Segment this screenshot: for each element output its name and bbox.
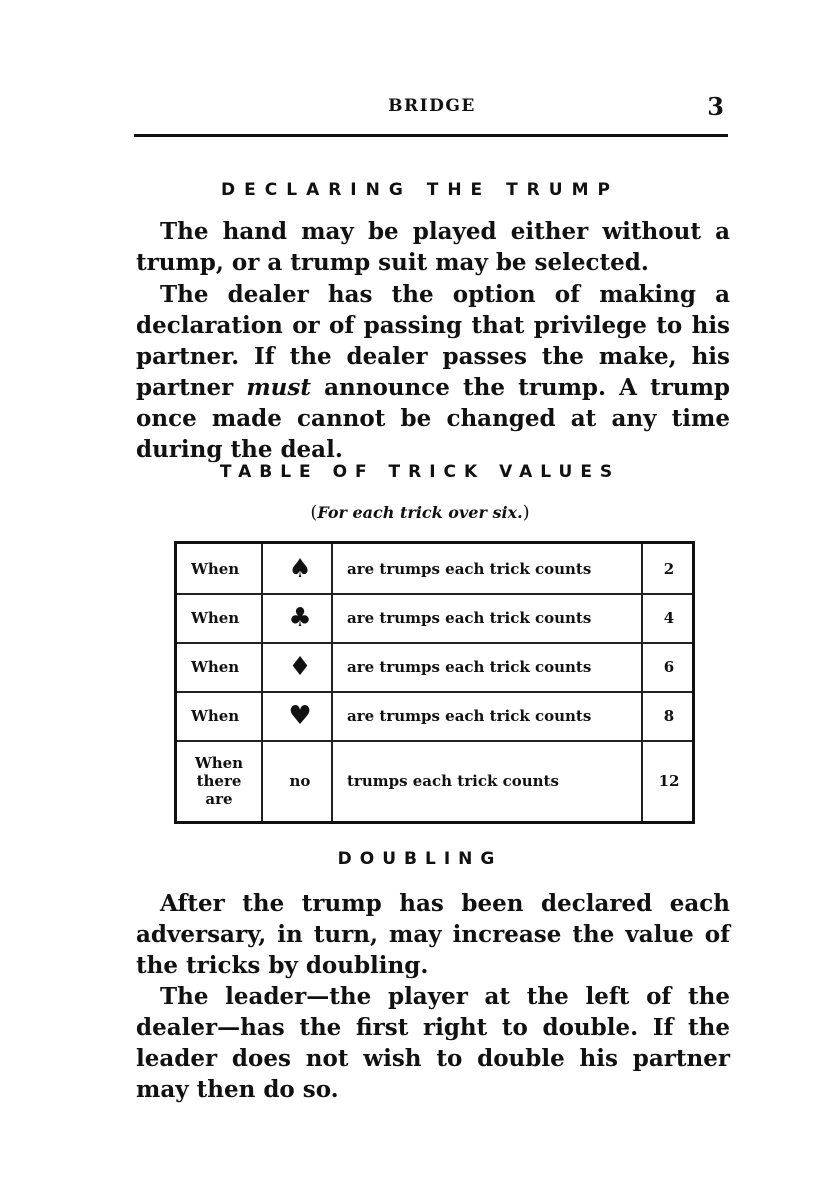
running-title: BRIDGE xyxy=(388,96,476,116)
trick-value: 2 xyxy=(663,559,675,578)
when-label: When xyxy=(191,706,240,725)
when-label: When xyxy=(191,559,240,578)
row-text: are trumps each trick counts xyxy=(347,608,592,627)
table-subtitle-text: For each trick over six. xyxy=(317,503,523,522)
when-line: When xyxy=(194,753,244,772)
when-line: are xyxy=(205,789,233,808)
when-there-are-label xyxy=(181,740,257,821)
row-text: trumps each trick counts xyxy=(347,771,559,790)
when-label: When xyxy=(191,657,240,676)
suit-cell xyxy=(265,593,335,642)
suit-cell xyxy=(265,691,335,740)
section-heading-trick-values: TABLE OF TRICK VALUES xyxy=(219,462,621,482)
row-text: are trumps each trick counts xyxy=(347,559,592,578)
paragraph-doubling-2: The leader—the player at the left of the dealer—has the first right to double. If the leader does not wish to double his partner may then do so. xyxy=(136,983,730,1103)
paragraph-declaring-2-part1: The dealer has the option of making a declaration or of passing that privilege to his partner. If the dealer passes the make, his partner xyxy=(136,281,730,401)
trick-value: 12 xyxy=(658,771,680,790)
trick-value: 6 xyxy=(663,657,675,676)
heart-icon: ♥ xyxy=(288,700,312,731)
when-label: When xyxy=(191,608,240,627)
running-header xyxy=(136,92,728,126)
section-heading-doubling: DOUBLING xyxy=(337,849,503,869)
when-line: there xyxy=(196,771,242,790)
spade-icon: ♠ xyxy=(288,553,312,584)
club-icon: ♣ xyxy=(288,602,312,633)
emphasis-must: must xyxy=(246,374,311,401)
suit-cell xyxy=(265,544,335,593)
row-text: are trumps each trick counts xyxy=(347,657,592,676)
table-row xyxy=(177,740,692,821)
table-subtitle: (For each trick over six.) xyxy=(310,502,530,523)
trick-values-table xyxy=(174,541,695,824)
no-trump-cell: no xyxy=(289,771,311,790)
trick-value: 8 xyxy=(663,706,675,725)
trick-value: 4 xyxy=(663,608,675,627)
table-row xyxy=(177,691,692,740)
paragraph-doubling-1: After the trump has been declared each adversary, in turn, may increase the value of the tricks by doubling. xyxy=(136,890,730,979)
paragraph-declaring-2-part2: announce the trump. A trump once made cannot be changed at any time during the deal. xyxy=(136,374,730,463)
header-rule xyxy=(134,134,728,137)
paragraph-declaring-2 xyxy=(136,279,730,465)
row-text: are trumps each trick counts xyxy=(347,706,592,725)
page-number: 3 xyxy=(707,92,724,121)
table-row xyxy=(177,593,692,642)
diamond-icon: ♦ xyxy=(288,651,312,682)
section-heading-declaring-trump: DECLARING THE TRUMP xyxy=(221,180,619,200)
table-row xyxy=(177,642,692,691)
paragraph-declaring-1: The hand may be played either without a trump, or a trump suit may be selected. xyxy=(136,218,730,276)
table-row xyxy=(177,544,692,593)
suit-cell xyxy=(265,642,335,691)
